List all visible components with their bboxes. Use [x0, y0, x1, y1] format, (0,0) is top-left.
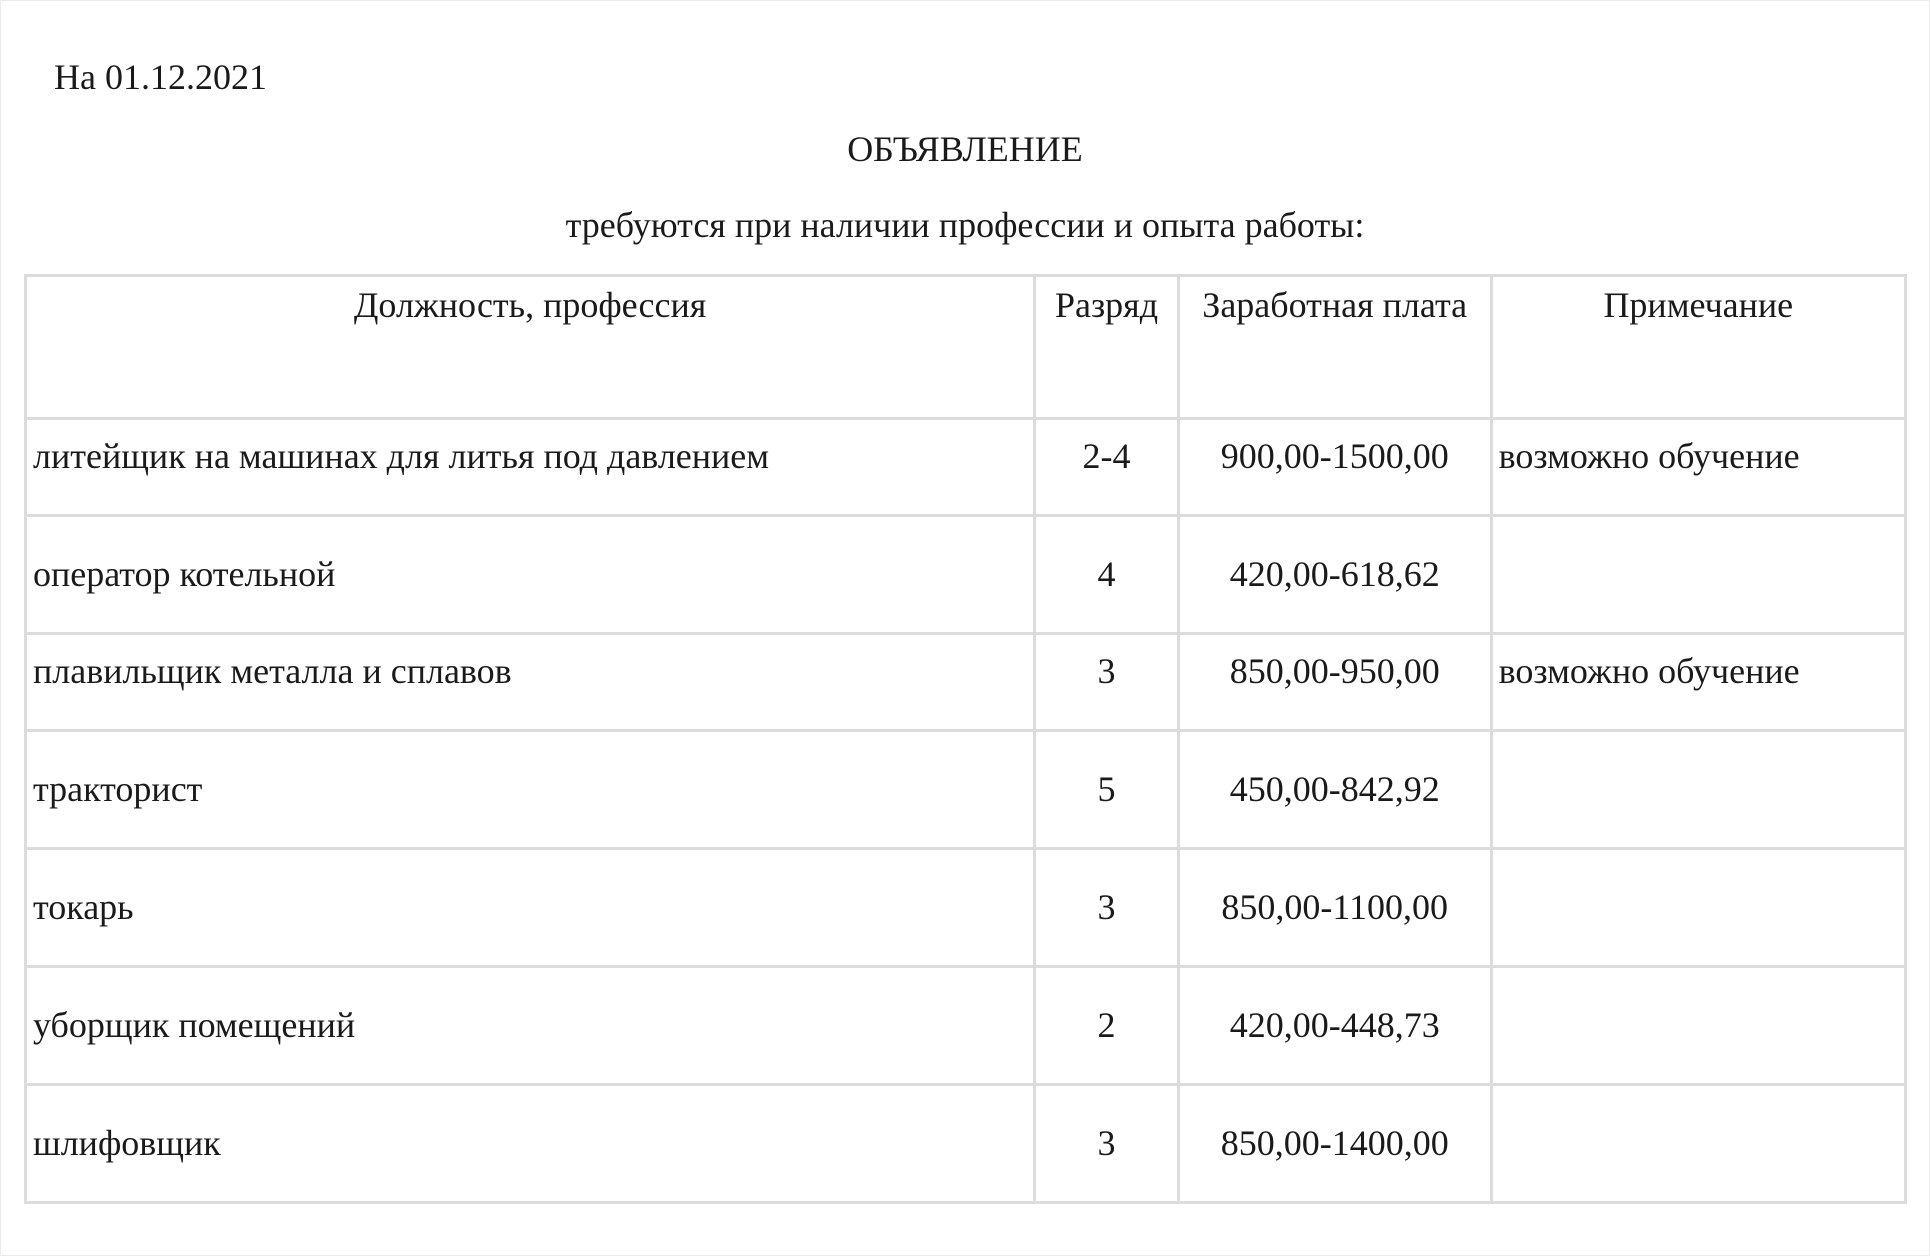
cell-note [1491, 849, 1905, 967]
cell-grade: 3 [1035, 1085, 1179, 1203]
cell-grade: 2 [1035, 967, 1179, 1085]
cell-position: литейщик на машинах для литья под давлением [26, 419, 1035, 516]
document-title: ОБЪЯВЛЕНИЕ [847, 129, 1083, 169]
cell-note [1491, 967, 1905, 1085]
cell-position: токарь [26, 849, 1035, 967]
document-subtitle: требуются при наличии профессии и опыта работы: [565, 205, 1365, 245]
cell-note: возможно обучение [1491, 419, 1905, 516]
cell-salary: 420,00-618,62 [1178, 516, 1491, 634]
cell-grade: 5 [1035, 731, 1179, 849]
table-row [26, 849, 1906, 967]
document-date: На 01.12.2021 [54, 57, 267, 97]
cell-note: возможно обучение [1491, 634, 1905, 731]
cell-position: тракторист [26, 731, 1035, 849]
cell-grade: 3 [1035, 849, 1179, 967]
cell-salary: 420,00-448,73 [1178, 967, 1491, 1085]
cell-note [1491, 731, 1905, 849]
table-row [26, 419, 1906, 516]
table-row [26, 634, 1906, 731]
cell-position: уборщик помещений [26, 967, 1035, 1085]
column-header-salary: Заработная плата [1178, 276, 1491, 419]
cell-note [1491, 1085, 1905, 1203]
cell-salary: 900,00-1500,00 [1178, 419, 1491, 516]
column-header-position: Должность, профессия [26, 276, 1035, 419]
column-header-grade: Разряд [1035, 276, 1179, 419]
cell-grade: 3 [1035, 634, 1179, 731]
cell-salary: 850,00-1100,00 [1178, 849, 1491, 967]
table-header-row [26, 276, 1906, 419]
table-row [26, 731, 1906, 849]
table-row [26, 967, 1906, 1085]
vacancies-table [24, 274, 1907, 1204]
cell-grade: 4 [1035, 516, 1179, 634]
table-row [26, 1085, 1906, 1203]
cell-salary: 850,00-950,00 [1178, 634, 1491, 731]
table-row [26, 516, 1906, 634]
cell-salary: 850,00-1400,00 [1178, 1085, 1491, 1203]
column-header-note: Примечание [1491, 276, 1905, 419]
cell-position: оператор котельной [26, 516, 1035, 634]
cell-position: шлифовщик [26, 1085, 1035, 1203]
cell-note [1491, 516, 1905, 634]
cell-salary: 450,00-842,92 [1178, 731, 1491, 849]
cell-position: плавильщик металла и сплавов [26, 634, 1035, 731]
cell-grade: 2-4 [1035, 419, 1179, 516]
